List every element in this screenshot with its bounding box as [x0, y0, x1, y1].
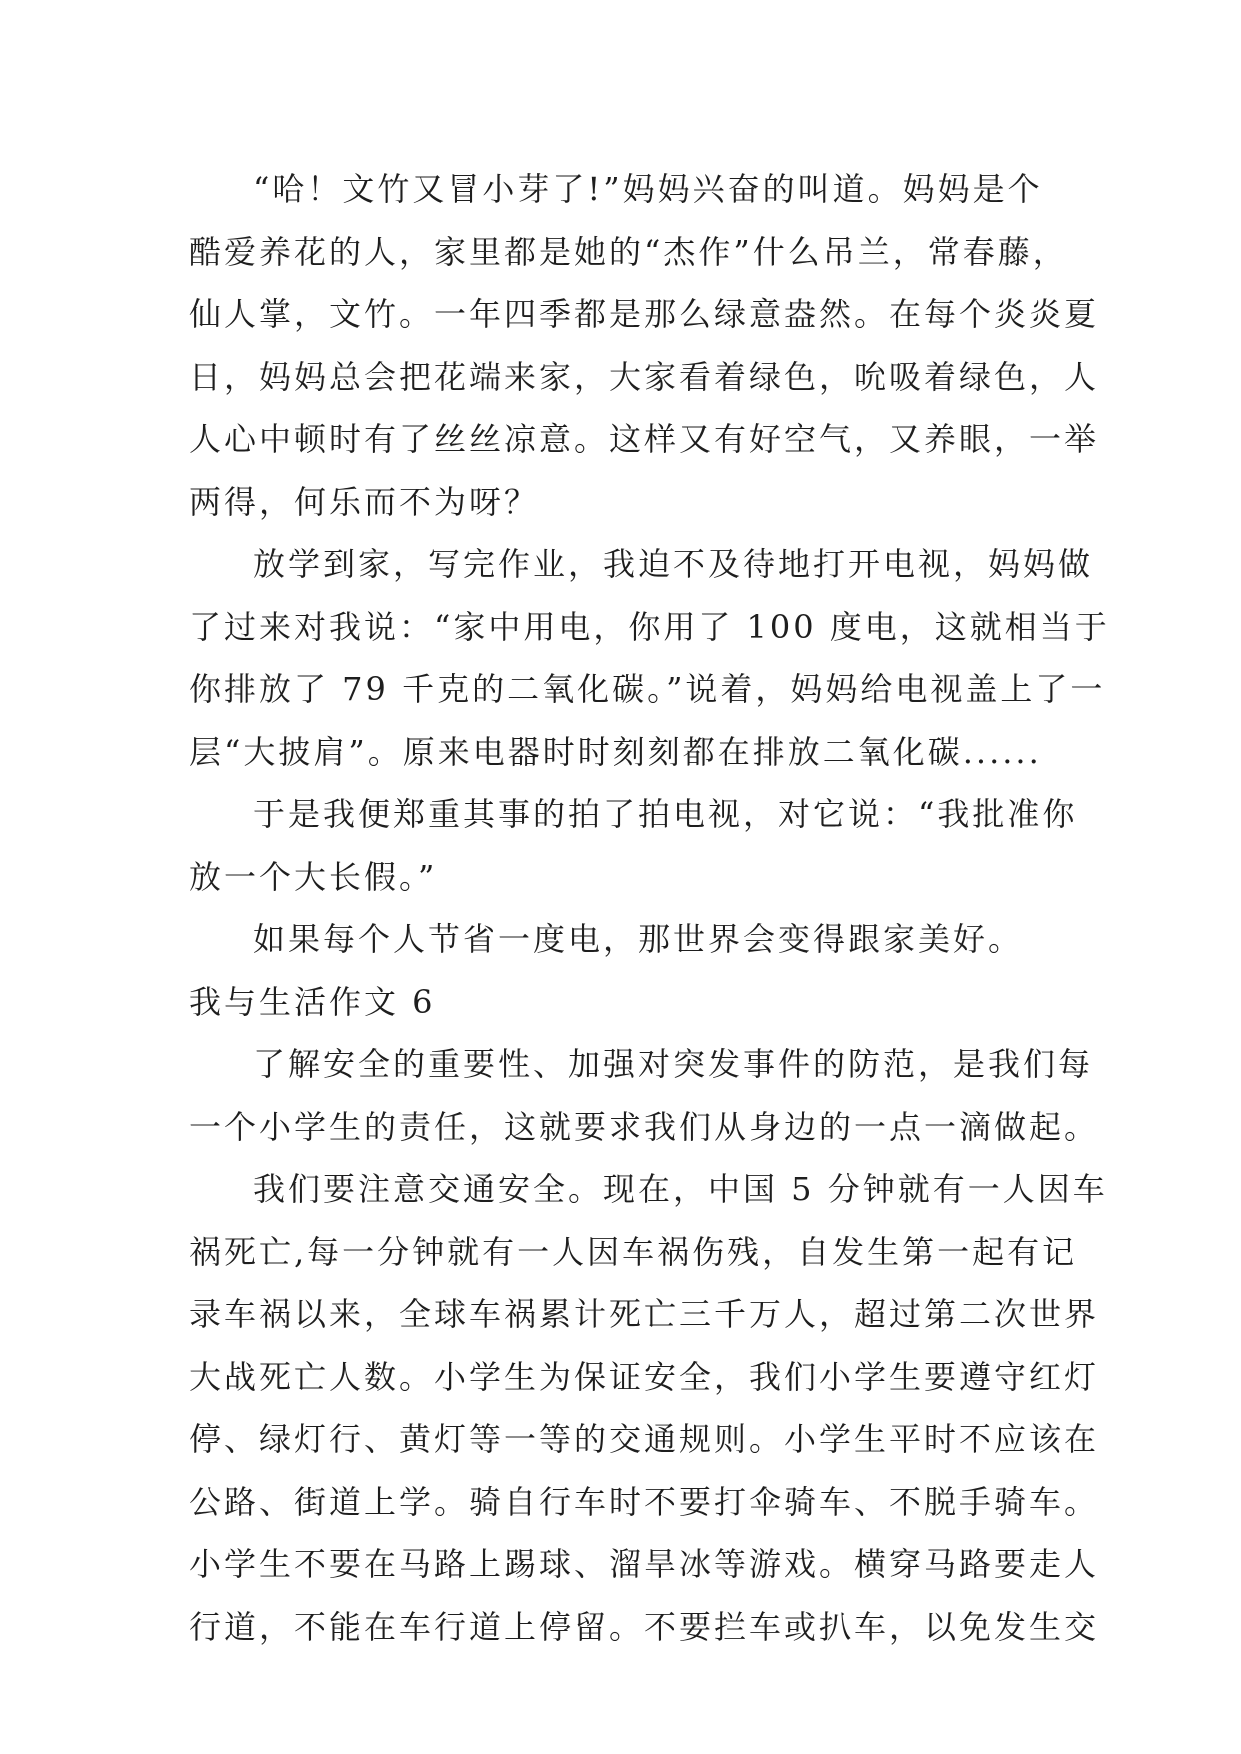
text-line: 两得，何乐而不为呀？	[189, 482, 540, 521]
text-line: 日，妈妈总会把花端来家，大家看着绿色，吮吸着绿色，人	[189, 357, 1100, 396]
text-line: 放学到家，写完作业，我迫不及待地打开电视，妈妈做	[253, 545, 1094, 583]
paragraph-5	[189, 1033, 1100, 1158]
text-line: 你排放了 79 千克的二氧化碳。”说着，妈妈给电视盖上了一	[189, 670, 1106, 708]
text-line: 祸死亡,每一分钟就有一人因车祸伤残，自发生第一起有记	[189, 1232, 1078, 1271]
text-line: 放一个大长假。”	[189, 857, 438, 896]
text-line: 录车祸以来，全球车祸累计死亡三千万人，超过第二次世界	[189, 1295, 1100, 1333]
text-line: 于是我便郑重其事的拍了拍电视，对它说：“我批准你	[253, 795, 1078, 833]
text-line: 酷爱养花的人，家里都是她的“杰作”什么吊兰，常春藤，	[189, 232, 1068, 271]
text-line: “哈！文竹又冒小芽了!”妈妈兴奋的叫道。妈妈是个	[253, 170, 1043, 208]
text-line: 小学生不要在马路上踢球、溜旱冰等游戏。横穿马路要走人	[189, 1545, 1100, 1583]
text-line: 了过来对我说：“家中用电，你用了 100 度电，这就相当于	[189, 607, 1110, 646]
text-line: 人心中顿时有了丝丝凉意。这样又有好空气，又养眼，一举	[189, 420, 1100, 458]
text-line: 大战死亡人数。小学生为保证安全，我们小学生要遵守红灯	[189, 1357, 1100, 1396]
text-line: 行道，不能在车行道上停留。不要拦车或扒车，以免发生交	[189, 1607, 1100, 1646]
document-body	[189, 158, 1110, 1658]
text-line: 了解安全的重要性、加强对突发事件的防范，是我们每	[253, 1045, 1094, 1083]
paragraph-3	[189, 783, 1078, 908]
text-line: 停、绿灯行、黄灯等一等的交通规则。小学生平时不应该在	[189, 1420, 1100, 1458]
paragraph-4	[189, 908, 1069, 971]
paragraph-1	[189, 158, 1100, 533]
paragraph-6	[189, 1158, 1108, 1658]
text-line: 仙人掌，文竹。一年四季都是那么绿意盎然。在每个炎炎夏	[189, 295, 1100, 333]
paragraph-2	[189, 533, 1110, 783]
section-title: 我与生活作文 6	[189, 982, 436, 1021]
text-line: 公路、街道上学。骑自行车时不要打伞骑车、不脱手骑车。	[189, 1482, 1100, 1521]
text-line: 我们要注意交通安全。现在，中国 5 分钟就有一人因车	[253, 1170, 1108, 1208]
text-line: 层“大披肩”。原来电器时时刻刻都在排放二氧化碳......	[189, 732, 1042, 771]
text-line: 如果每个人节省一度电，那世界会变得跟家美好。	[253, 920, 1024, 958]
text-line: 一个小学生的责任，这就要求我们从身边的一点一滴做起。	[189, 1107, 1100, 1146]
